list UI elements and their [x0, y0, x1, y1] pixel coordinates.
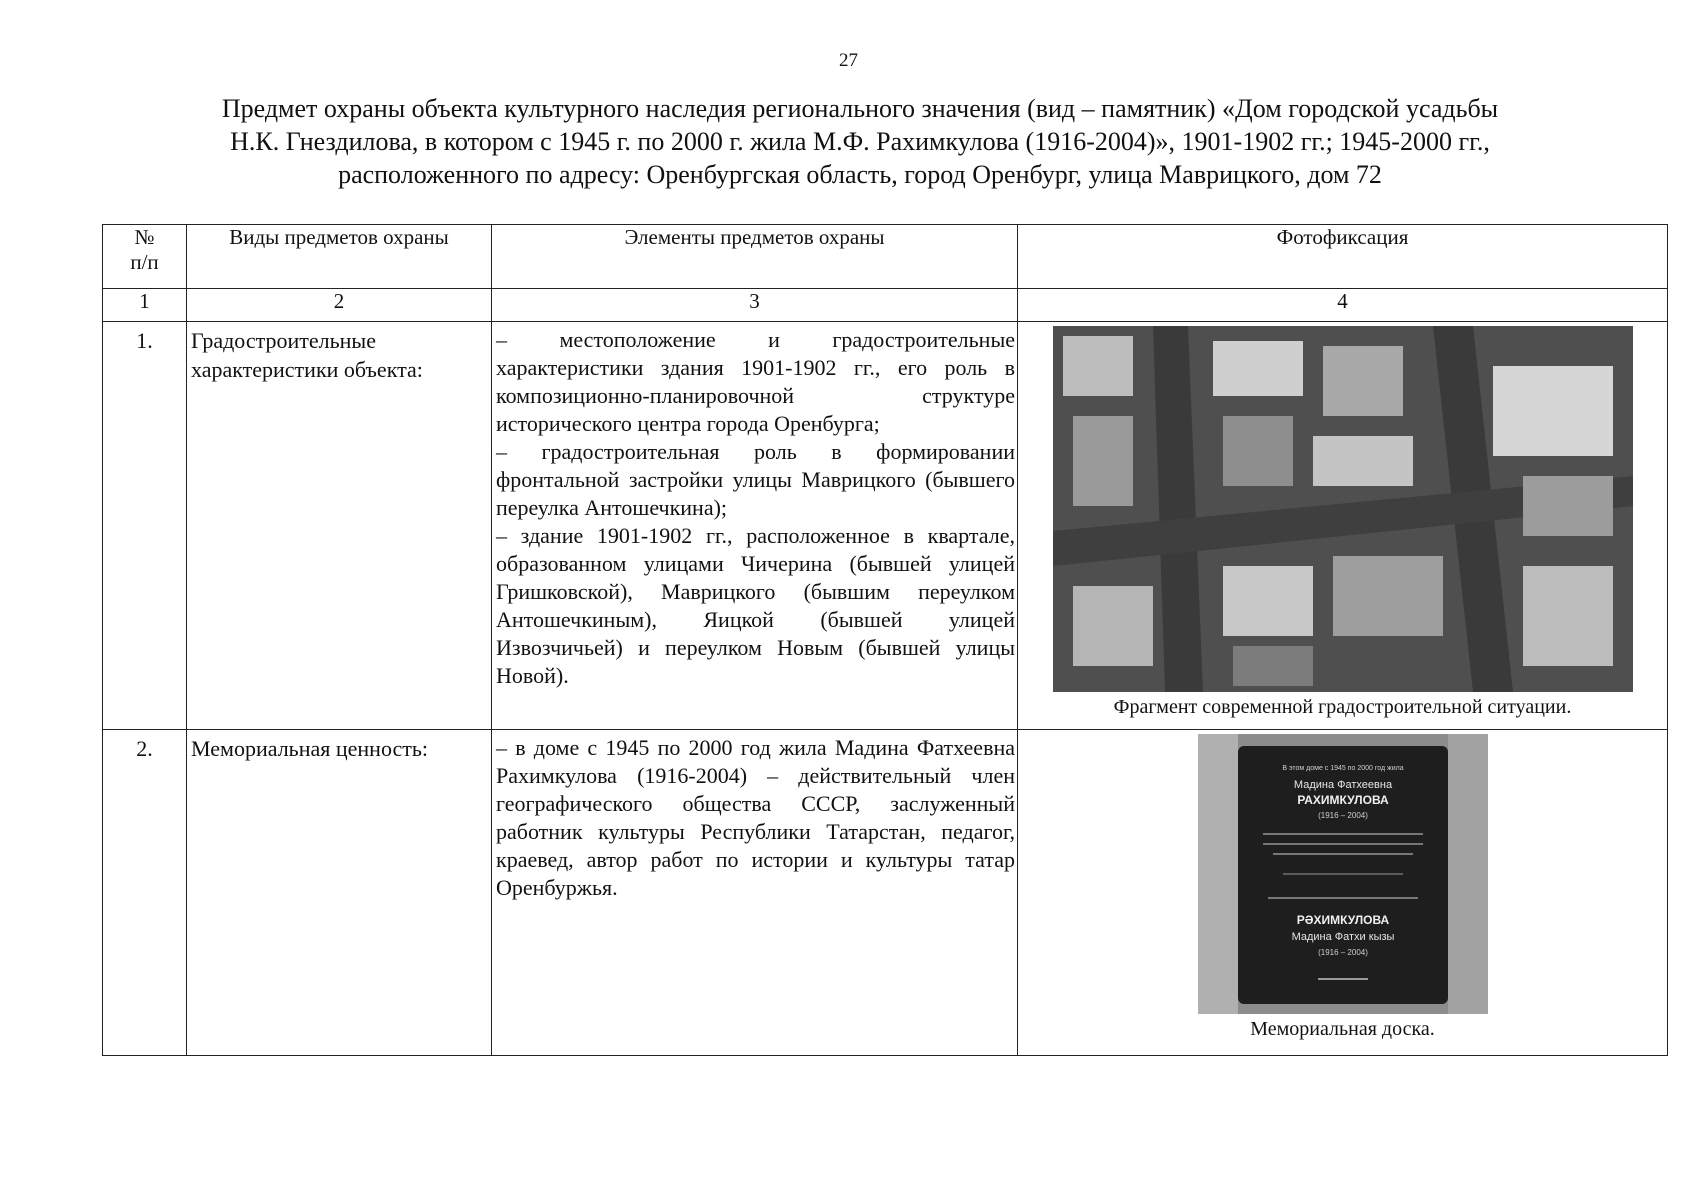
column-number: 4: [1018, 289, 1668, 322]
row-number: 2.: [103, 730, 187, 1056]
element-item: – местоположение и градостроительные характеристики здания 1901-1902 гг., его роль в композиционно-планировочной структуре исторического центра города Оренбурга;: [496, 327, 1015, 436]
plaque-line: В этом доме с 1945 по 2000 год жила: [1281, 765, 1404, 772]
header-photo: Фотофиксация: [1018, 225, 1668, 289]
header-elements: Элементы предметов охраны: [492, 225, 1018, 289]
table-row: [103, 730, 1668, 1056]
plaque-surname-tatar: РӘХИМКУЛОВА: [1296, 913, 1389, 927]
page-title: [130, 92, 1590, 191]
title-line: Предмет охраны объекта культурного наследия регионального значения (вид – памятник) «Дом городской усадьбы: [221, 94, 1499, 123]
header-num-label: п/п: [130, 250, 159, 274]
element-item: – в доме с 1945 по 2000 год жила Мадина Фатхеевна Рахимкулова (1916-2004) – действительный член географического общества СССР, заслуженный работник культуры Республики Татарстан, педагог, краевед, автор работ по истории и культуры татар Оренбуржья.: [496, 735, 1015, 900]
photo-caption: Мемориальная доска.: [1250, 1018, 1435, 1040]
title-line: расположенного по адресу: Оренбургская область, город Оренбург, улица Маврицкого, дом 72: [338, 160, 1382, 189]
plaque-surname: РАХИМКУЛОВА: [1296, 793, 1389, 807]
protection-elements: [492, 730, 1018, 1056]
plaque-years-tatar: (1916 – 2004): [1317, 948, 1368, 957]
title-line: Н.К. Гнездилова, в котором с 1945 г. по 2000 г. жила М.Ф. Рахимкулова (1916-2004)», 1901-1902 гг.; 1945-2000 гг.,: [230, 127, 1490, 156]
protection-type: Мемориальная ценность:: [187, 730, 492, 1056]
memorial-plaque-photo: [1198, 734, 1488, 1014]
table-row: [103, 322, 1668, 730]
header-num: [103, 225, 187, 289]
header-num-symbol: №: [134, 225, 155, 249]
column-number: 3: [492, 289, 1018, 322]
element-item: – здание 1901-1902 гг., расположенное в квартале, образованном улицами Чичерина (бывшей улицей Гришковской), Маврицкого (бывшим переулком Антошечкиным), Яицкой (бывшей улицей Извозчичьей) и переулком Новым (бывшей улицы Новой).: [496, 523, 1015, 688]
plaque-name: Мадина Фатхеевна: [1293, 779, 1392, 791]
protection-table: [102, 224, 1668, 1056]
row-number: 1.: [103, 322, 187, 730]
protection-type: Градостроительные характеристики объекта:: [187, 322, 492, 730]
column-number: 1: [103, 289, 187, 322]
plaque-name-tatar: Мадина Фатхи кызы: [1291, 931, 1394, 943]
element-item: – градостроительная роль в формировании фронтальной застройки улицы Маврицкого (бывшего переулка Антошечкина);: [496, 439, 1015, 520]
column-number-row: [103, 289, 1668, 322]
photo-cell: [1018, 322, 1668, 730]
header-row: [103, 225, 1668, 289]
plaque-years: (1916 – 2004): [1317, 811, 1368, 820]
header-types: Виды предметов охраны: [187, 225, 492, 289]
column-number: 2: [187, 289, 492, 322]
protection-elements: [492, 322, 1018, 730]
photo-cell: [1018, 730, 1668, 1056]
photo-caption: Фрагмент современной градостроительной ситуации.: [1113, 696, 1572, 718]
aerial-photo: [1053, 326, 1633, 692]
page-number: 27: [839, 50, 858, 71]
